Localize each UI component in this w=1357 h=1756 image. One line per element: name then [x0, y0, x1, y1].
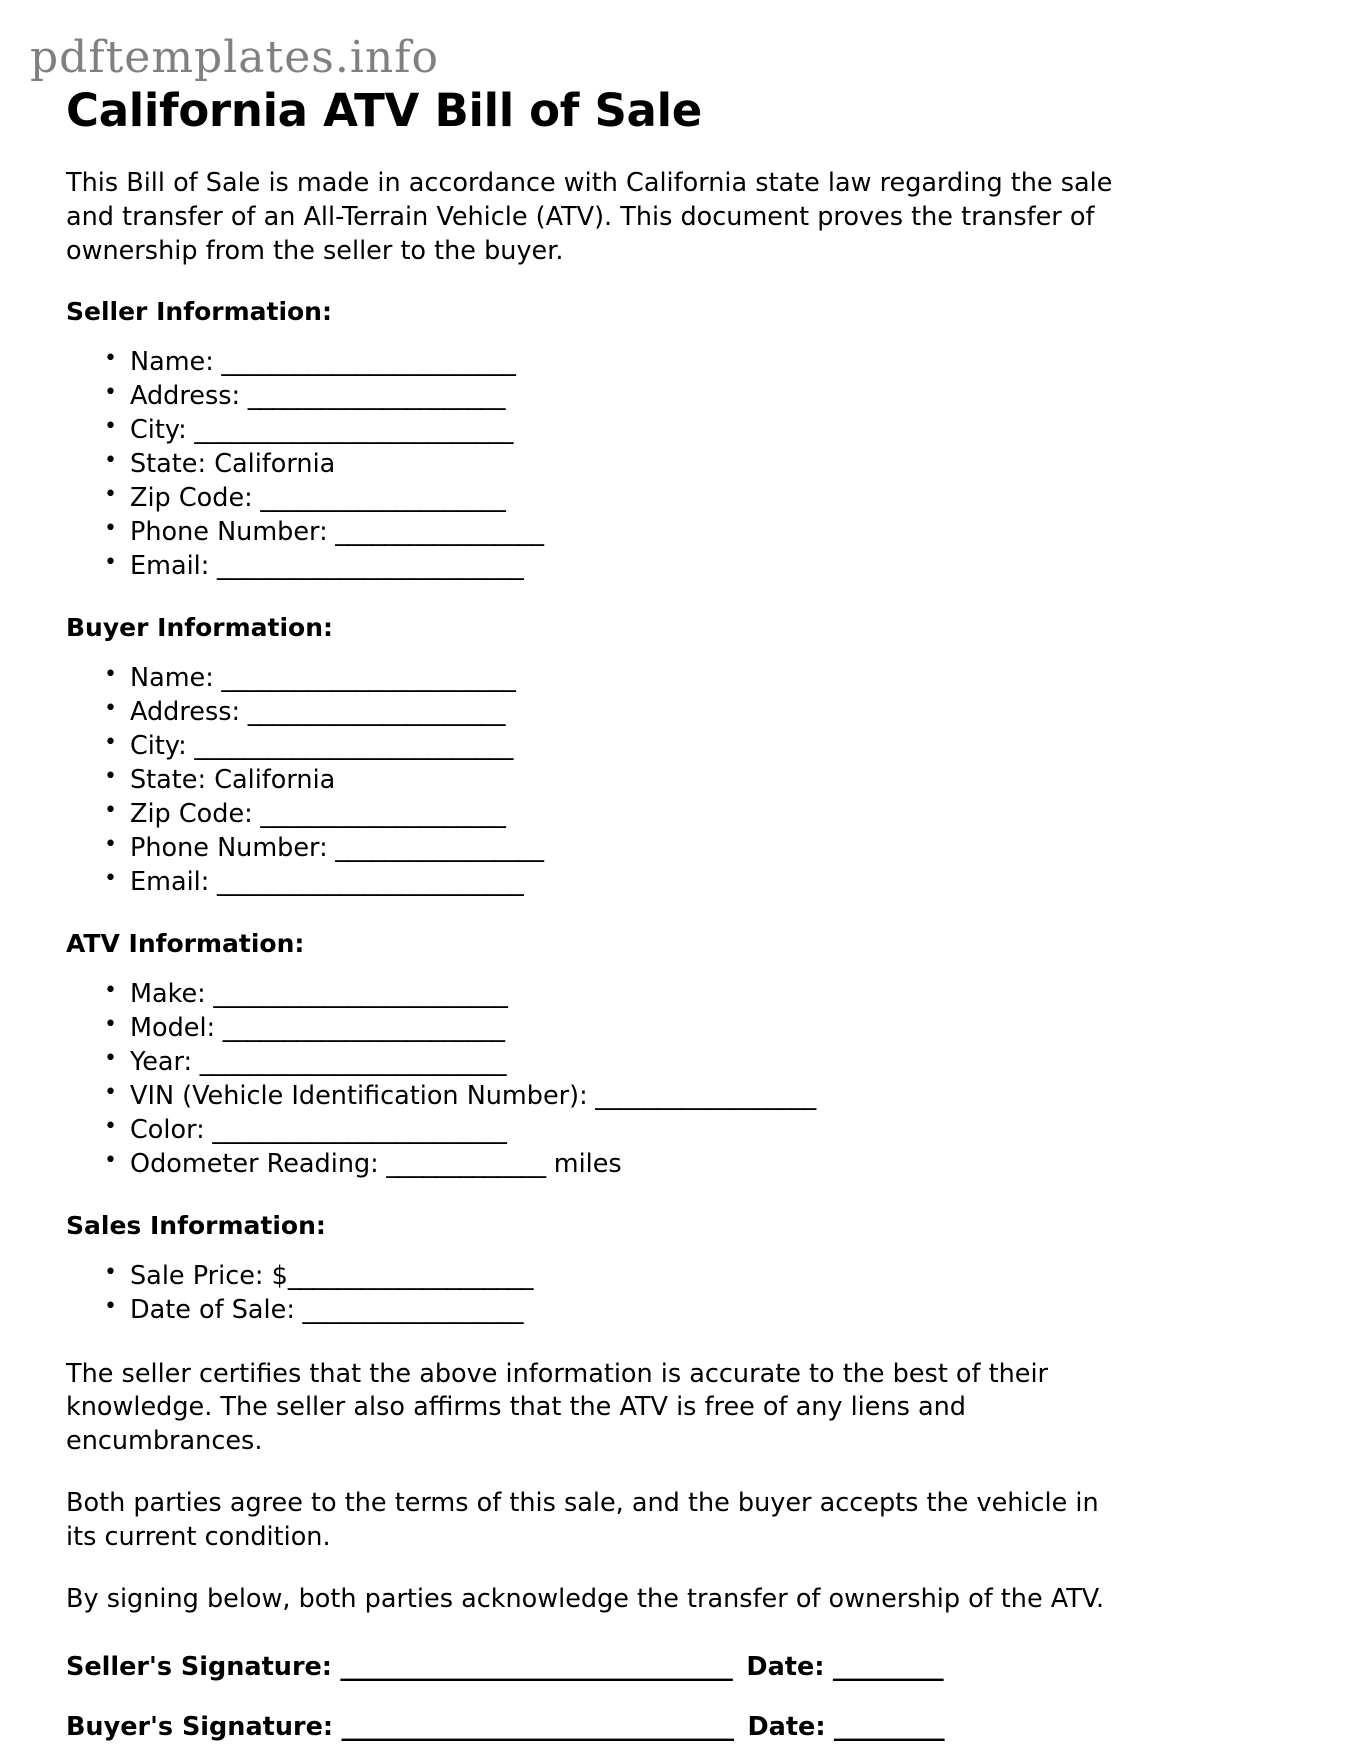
list-item	[130, 831, 1246, 865]
seller-signature-blank[interactable]: ________________________________	[332, 1651, 733, 1682]
fill-in-blank[interactable]: _____________________	[240, 380, 506, 411]
seller-information-heading: Seller Information:	[66, 296, 332, 326]
atv-information-fields	[66, 977, 1246, 1181]
field-label: Zip Code:	[130, 482, 253, 513]
field-label: Odometer Reading:	[130, 1149, 379, 1180]
list-item	[130, 481, 1246, 515]
buyer-date-label: Date:	[747, 1712, 826, 1743]
field-label: Email:	[130, 551, 210, 581]
buyer-information-fields	[66, 661, 1246, 899]
fill-in-blank[interactable]: _________________	[327, 833, 544, 864]
signature-block	[66, 1651, 1246, 1744]
field-label: City:	[130, 731, 187, 762]
fill-in-blank[interactable]: _________________________	[209, 867, 524, 898]
list-item	[130, 413, 1246, 447]
fill-in-blank[interactable]: ________________________	[205, 979, 508, 1010]
list-item	[130, 1079, 1246, 1113]
buyer-date-blank[interactable]: _________	[825, 1712, 945, 1743]
fill-in-blank[interactable]: __________________	[587, 1081, 816, 1112]
field-label: Address:	[130, 697, 241, 728]
list-item	[130, 1011, 1246, 1045]
list-item	[130, 1045, 1246, 1079]
list-item	[130, 1293, 1246, 1327]
fill-in-blank[interactable]: __________________	[294, 1295, 524, 1326]
list-item	[130, 695, 1246, 729]
list-item	[130, 797, 1246, 831]
seller-signature-label: Seller's Signature:	[66, 1651, 333, 1682]
fill-in-blank[interactable]: _______________________	[215, 1013, 505, 1044]
seller-date-label: Date:	[746, 1651, 825, 1682]
fill-in-blank[interactable]: ________________________	[204, 1115, 507, 1146]
field-label: Phone Number:	[130, 516, 328, 547]
fill-in-blank[interactable]: ________________________	[213, 346, 516, 377]
field-label: Name:	[130, 663, 214, 694]
watermark-pdftemplates-info: pdftemplates.info	[30, 32, 440, 83]
field-label: Address:	[130, 380, 241, 411]
fill-in-blank[interactable]: _________________________	[209, 551, 524, 581]
page-title: California ATV Bill of Sale	[66, 84, 702, 137]
agreement-paragraph: Both parties agree to the terms of this sale, and the buyer accepts the vehicle in its current condition.	[66, 1488, 1099, 1553]
buyer-signature-blank[interactable]: ________________________________	[333, 1712, 734, 1743]
field-label: Date of Sale:	[130, 1295, 295, 1326]
fill-in-blank[interactable]: ____________________	[252, 799, 506, 830]
field-label: Sale Price: $	[130, 1261, 288, 1292]
seller-information-fields	[66, 345, 1246, 583]
list-item	[130, 729, 1246, 763]
field-label: Zip Code:	[130, 799, 253, 830]
list-item	[130, 977, 1246, 1011]
field-label: Make:	[130, 979, 206, 1010]
list-item	[130, 1259, 1246, 1293]
fill-in-blank[interactable]: _________________	[327, 516, 544, 547]
field-label: Phone Number:	[130, 833, 328, 864]
field-label: City:	[130, 414, 187, 445]
atv-information-heading: ATV Information:	[66, 929, 305, 959]
sales-information-heading: Sales Information:	[66, 1211, 326, 1241]
fill-in-blank[interactable]: _____________	[378, 1149, 546, 1180]
fill-in-blank[interactable]: __________________________	[186, 731, 513, 762]
acknowledgement-paragraph: By signing below, both parties acknowledge the transfer of ownership of the ATV.	[66, 1584, 1105, 1615]
intro-paragraph: This Bill of Sale is made in accordance with California state law regarding the sale and transfer of an All-Terrain Vehicle (ATV). This document proves the transfer of ownership from the seller to the buyer.	[66, 168, 1113, 266]
fill-in-blank[interactable]: _____________________	[240, 697, 506, 728]
field-label: VIN (Vehicle Identification Number):	[130, 1081, 588, 1112]
field-label: State: California	[130, 448, 336, 479]
field-label: Name:	[130, 346, 214, 377]
seller-date-blank[interactable]: _________	[824, 1651, 944, 1682]
field-label: Color:	[130, 1115, 205, 1146]
list-item	[130, 345, 1246, 379]
list-item	[130, 447, 1246, 481]
list-item	[130, 379, 1246, 413]
buyer-signature-row	[66, 1711, 1246, 1744]
fill-in-blank[interactable]: ____________________	[252, 482, 506, 513]
fill-in-blank[interactable]: __________________________	[186, 414, 513, 445]
seller-signature-row	[66, 1651, 1246, 1684]
field-label: State: California	[130, 765, 336, 796]
list-item	[130, 1113, 1246, 1147]
list-item	[130, 865, 1246, 899]
fill-in-blank[interactable]: ________________________	[213, 663, 516, 694]
list-item	[130, 515, 1246, 549]
fill-in-blank[interactable]: ____________________	[287, 1261, 533, 1292]
certification-paragraph: The seller certifies that the above information is accurate to the best of their knowledge. The seller also affirms that the ATV is free of any liens and encumbrances.	[66, 1358, 1049, 1457]
field-label: Year:	[130, 1047, 193, 1078]
sales-information-fields	[66, 1259, 1246, 1327]
field-label: Email:	[130, 867, 210, 898]
fill-in-blank[interactable]: _________________________	[192, 1047, 506, 1078]
document-content	[66, 84, 1246, 1756]
buyer-signature-label: Buyer's Signature:	[66, 1712, 334, 1743]
list-item	[130, 661, 1246, 695]
buyer-information-heading: Buyer Information:	[66, 613, 334, 643]
list-item	[130, 1147, 1246, 1181]
list-item	[130, 763, 1246, 797]
field-label: Model:	[130, 1013, 216, 1044]
field-suffix: miles	[545, 1149, 622, 1180]
list-item	[130, 549, 1246, 583]
